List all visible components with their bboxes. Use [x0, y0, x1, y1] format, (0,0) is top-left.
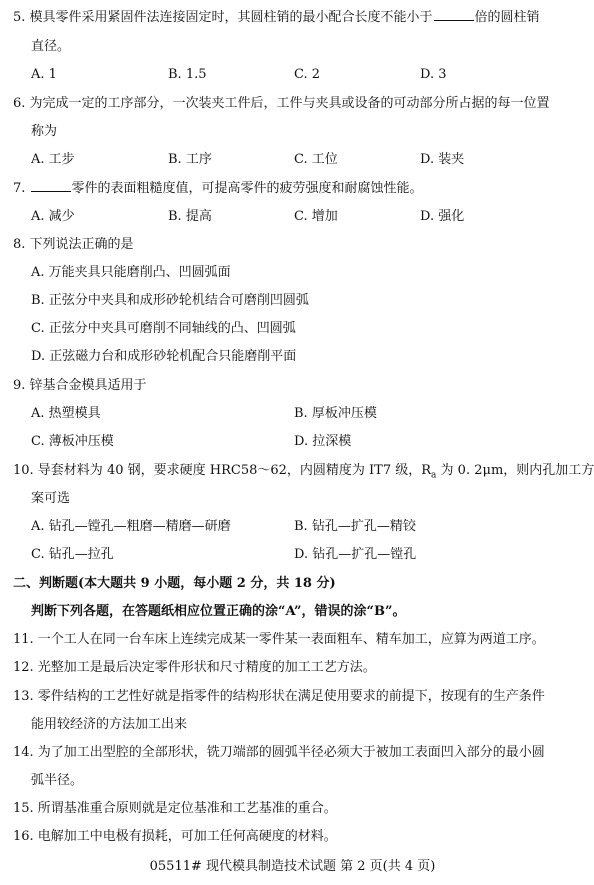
- question-10-text: 10. 导套材料为 40 钢，要求硬度 HRC58～62，内圆精度为 IT7 级，R: [13, 463, 432, 478]
- q8-option-c: C. 正弦分中夹具可磨削不同轴线的凸、凹圆弧: [31, 321, 296, 336]
- question-8-stem: 8. 下列说法正确的是: [13, 237, 134, 252]
- question-7-number: 7.: [13, 181, 26, 196]
- question-5-stem: [13, 8, 577, 28]
- ra-subscript: a: [431, 470, 437, 481]
- question-5-text: 5. 模具零件采用紧固件法连接固定时，其圆柱销的最小配合长度不能小于: [13, 10, 433, 25]
- judgment-13: 13. 零件结构的工艺性好就是指零件的结构形状在满足使用要求的前提下，按现有的生产条件: [13, 689, 545, 704]
- page-footer: 05511# 现代模具制造技术试题 第 2 页(共 4 页): [149, 859, 436, 874]
- question-10-continuation: 案可选: [31, 491, 71, 506]
- q6-option-b: B. 工序: [168, 152, 212, 167]
- q10-option-a: A. 钻孔—镗孔—粗磨—精磨—研磨: [31, 519, 231, 534]
- q5-option-b: B. 1.5: [168, 67, 207, 82]
- q5-option-d: D. 3: [420, 67, 447, 82]
- q10-option-d: D. 钻孔—扩孔—镗孔: [294, 547, 417, 562]
- question-5-continuation: 直径。: [31, 39, 71, 54]
- judgment-14-continuation: 弧半径。: [31, 773, 84, 788]
- q6-option-a: A. 工步: [31, 152, 75, 167]
- q5-option-a: A. 1: [31, 67, 57, 82]
- q7-option-a: A. 减少: [31, 209, 75, 224]
- judgment-11: 11. 一个工人在同一台车床上连续完成某一零件某一表面粗车、精车加工，应算为两道工序。: [13, 632, 545, 647]
- q9-option-d: D. 拉深模: [294, 434, 352, 449]
- question-5-text-tail: 倍的圆柱销: [474, 10, 540, 25]
- question-7-text: 零件的表面粗糙度值，可提高零件的疲劳强度和耐腐蚀性能。: [71, 181, 423, 196]
- q8-option-a: A. 万能夹具只能磨削凸、凹圆弧面: [31, 265, 231, 280]
- question-6-continuation: 称为: [31, 124, 58, 139]
- judgment-15: 15. 所谓基准重合原则就是定位基准和工艺基准的重合。: [13, 801, 337, 816]
- answer-blank: [31, 179, 71, 192]
- q10-option-b: B. 钻孔—扩孔—精铰: [294, 519, 416, 534]
- q8-option-b: B. 正弦分中夹具和成形砂轮机结合可磨削凹圆弧: [31, 293, 309, 308]
- judgment-13-continuation: 能用较经济的方法加工出来: [31, 717, 188, 732]
- q6-option-c: C. 工位: [294, 152, 338, 167]
- q9-option-a: A. 热塑模具: [31, 406, 101, 421]
- judgment-14: 14. 为了加工出型腔的全部形状，铣刀端部的圆弧半径必须大于被加工表面凹入部分的最小圆: [13, 745, 545, 760]
- section-heading: 二、判断题(本大题共 9 小题，每小题 2 分，共 18 分): [13, 576, 336, 591]
- q8-option-d: D. 正弦磁力台和成形砂轮机配合只能磨削平面: [31, 349, 297, 364]
- q9-option-b: B. 厚板冲压模: [294, 406, 377, 421]
- q7-option-b: B. 提高: [168, 209, 212, 224]
- q9-option-c: C. 薄板冲压模: [31, 434, 114, 449]
- judgment-12: 12. 光整加工是最后决定零件形状和尺寸精度的加工工艺方法。: [13, 660, 376, 675]
- q10-option-c: C. 钻孔—拉孔: [31, 547, 114, 562]
- question-6-stem: 6. 为完成一定的工序部分，一次装夹工件后，工件与夹具或设备的可动部分所占据的每一位置: [13, 96, 550, 111]
- q6-option-d: D. 装夹: [420, 152, 465, 167]
- question-7-stem: [13, 179, 577, 199]
- section-instruction: 判断下列各题，在答题纸相应位置正确的涂“A”，错误的涂“B”。: [31, 604, 406, 619]
- question-10-stem: [13, 461, 594, 481]
- answer-blank: [434, 8, 474, 21]
- q5-option-c: C. 2: [294, 67, 321, 82]
- question-10-text-tail: 为 0. 2μm，则内孔加工方: [436, 463, 594, 478]
- judgment-16: 16. 电解加工中电极有损耗，可加工任何高硬度的材料。: [13, 829, 337, 844]
- question-9-stem: 9. 锌基合金模具适用于: [13, 378, 147, 393]
- q7-option-d: D. 强化: [420, 209, 465, 224]
- q7-option-c: C. 增加: [294, 209, 338, 224]
